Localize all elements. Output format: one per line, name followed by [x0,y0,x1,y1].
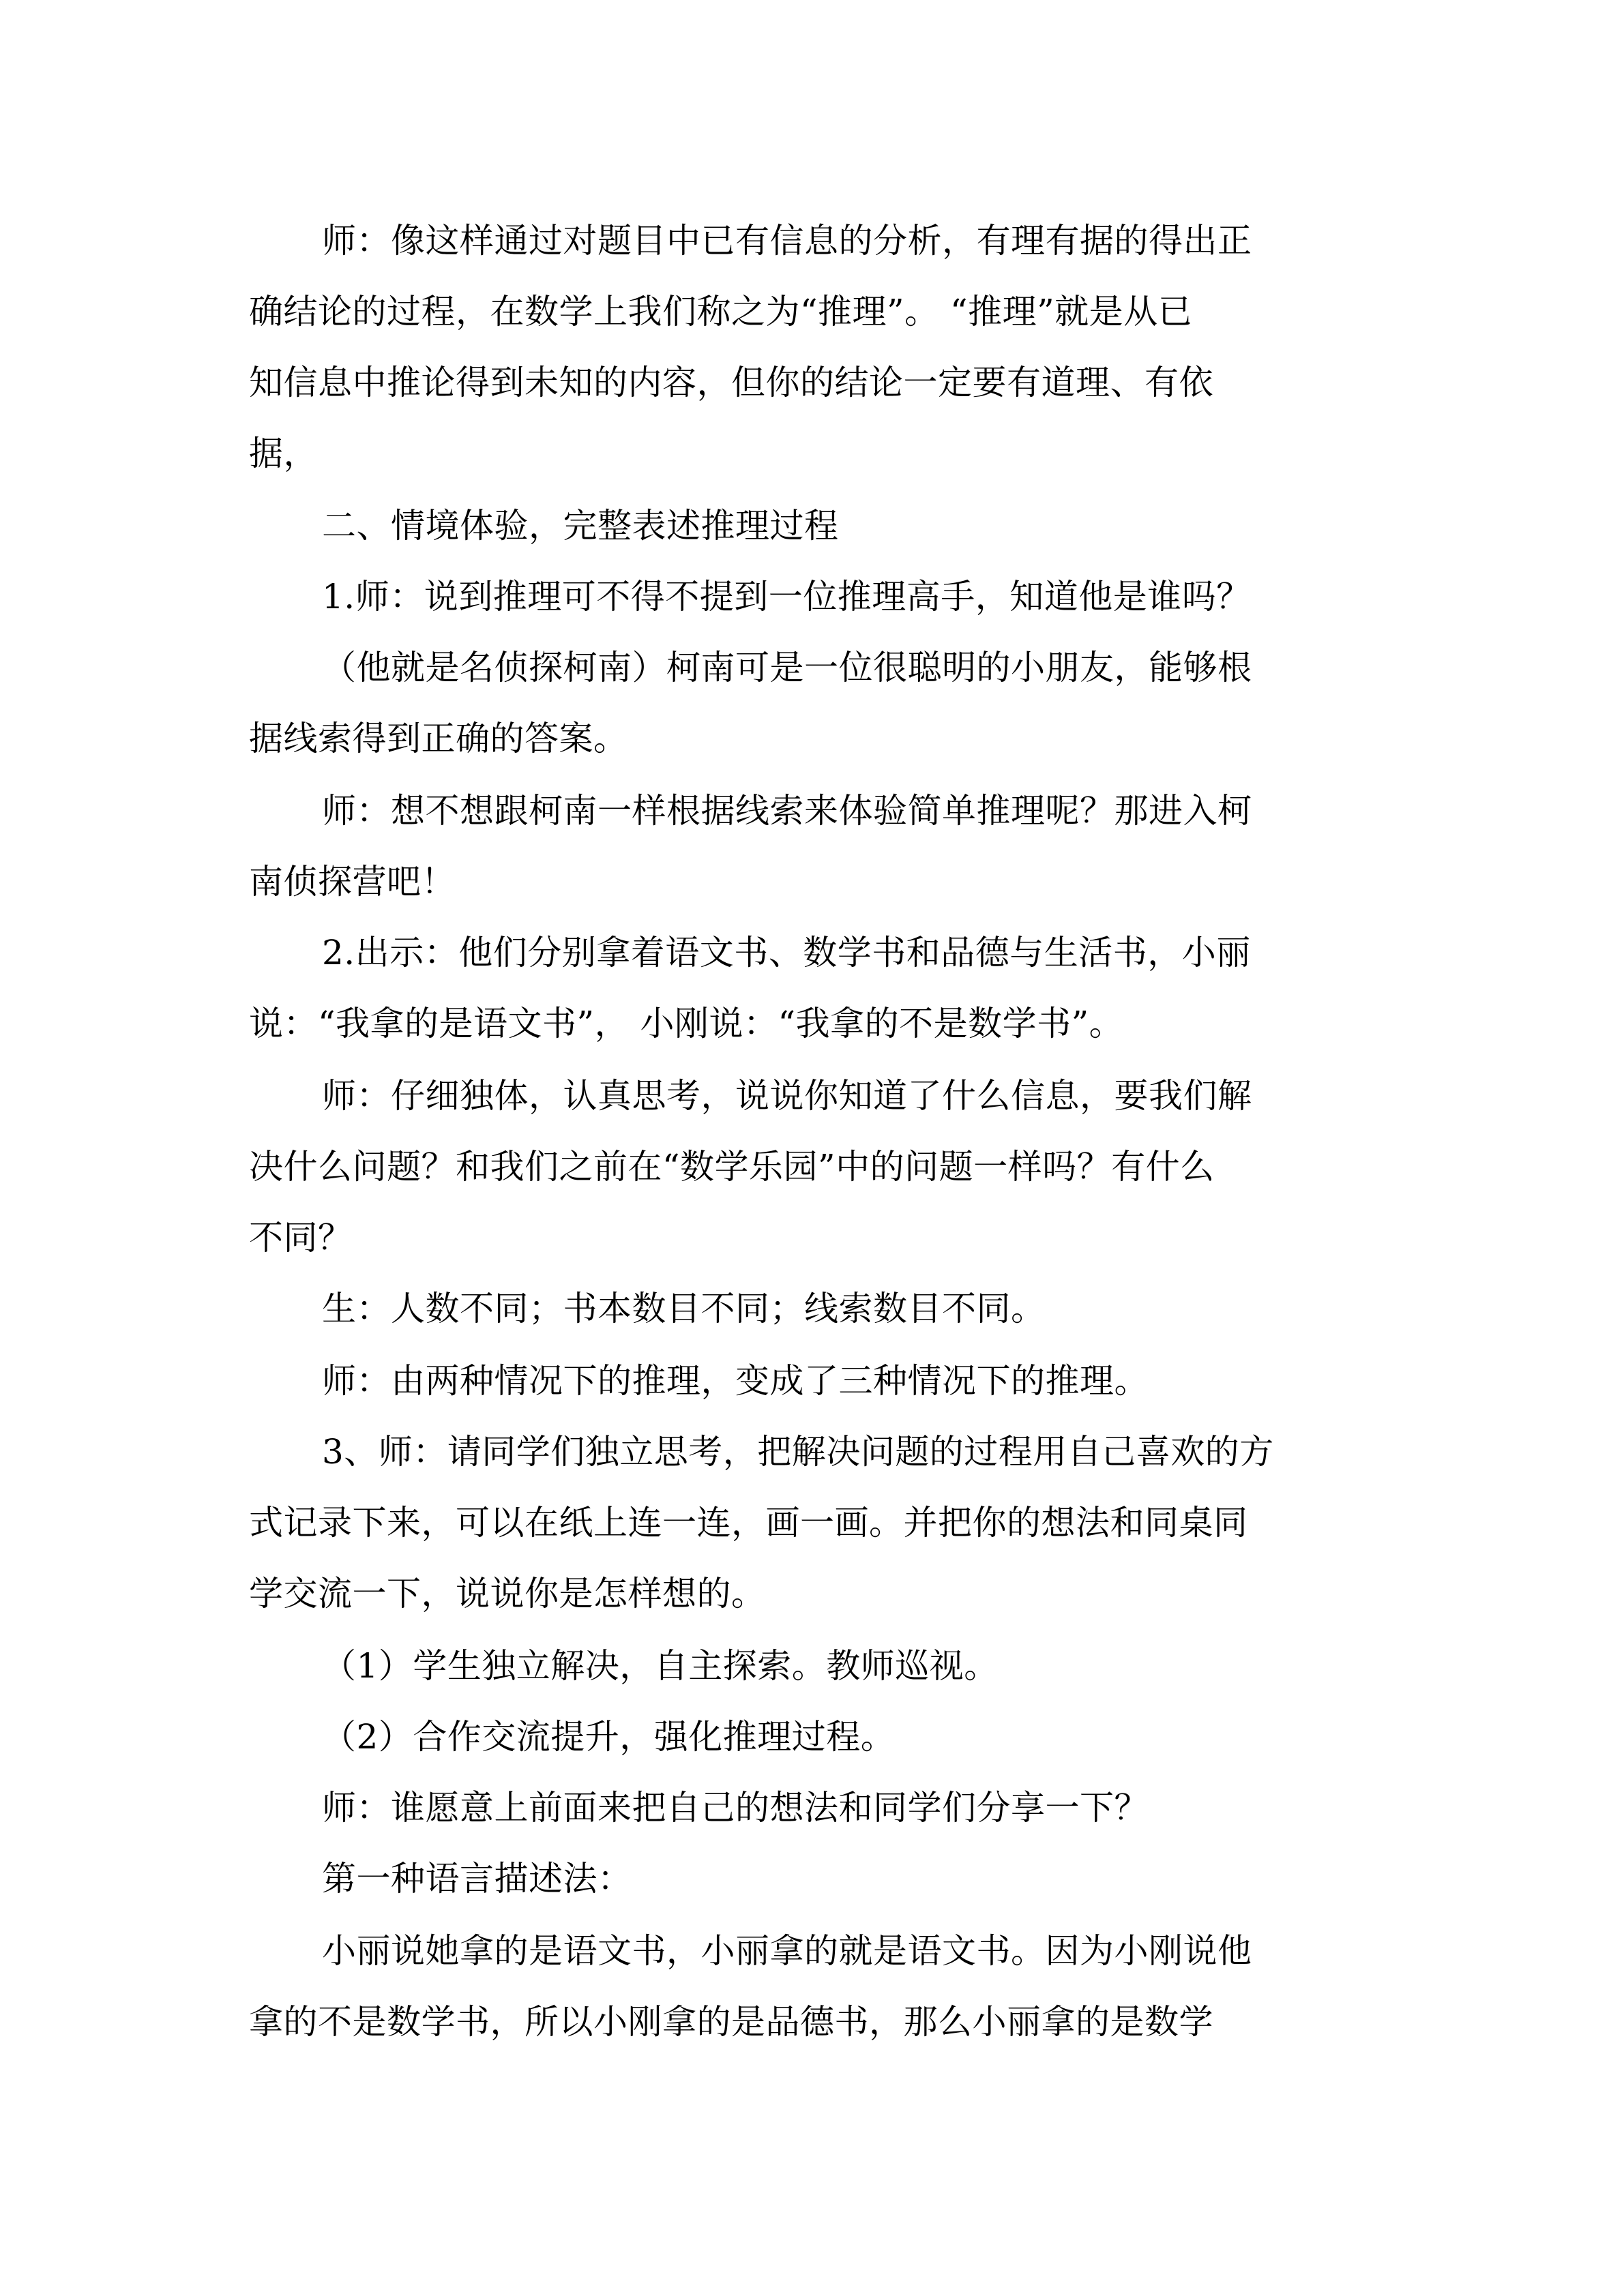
text-line: 拿的不是数学书，所以小刚拿的是品德书，那么小丽拿的是数学 [249,2002,1213,2042]
text-line: 第一种语言描述法： [322,1859,632,1898]
text-line: 据线索得到正确的答案。 [249,719,628,758]
text-line: 师：谁愿意上前面来把自己的想法和同学们分享一下？ [322,1788,1149,1828]
text-line: 南侦探营吧！ [249,862,456,901]
text-line: 据， [249,434,318,473]
section-heading: 二、情境体验，完整表述推理过程 [322,506,839,546]
text-line: 1.师：说到推理可不得不提到一位推理高手，知道他是谁吗？ [322,577,1251,616]
text-line: 学交流一下，说说你是怎样想的。 [249,1574,766,1613]
text-line: 决什么问题？和我们之前在“数学乐园”中的问题一样吗？有什么 [249,1147,1215,1187]
text-line: 不同？ [249,1218,353,1257]
text-line: 师：像这样通过对题目中已有信息的分析，有理有据的得出正 [322,221,1252,260]
text-line: 师：由两种情况下的推理，变成了三种情况下的推理。 [322,1361,1149,1401]
text-line: （2）合作交流提升，强化推理过程。 [322,1717,896,1757]
text-line: 说：“我拿的是语文书”， 小刚说：“我拿的不是数学书”。 [249,1004,1124,1043]
text-line: 师：想不想跟柯南一样根据线索来体验简单推理呢？那进入柯 [322,791,1252,831]
text-line: 2.出示：他们分别拿着语文书、数学书和品德与生活书，小丽 [322,933,1251,972]
text-line: 式记录下来，可以在纸上连一连，画一画。并把你的想法和同桌同 [249,1503,1248,1542]
text-line: 小丽说她拿的是语文书，小丽拿的就是语文书。因为小刚说他 [322,1931,1252,1971]
text-line: 确结论的过程，在数学上我们称之为“推理”。 “推理”就是从已 [249,292,1193,331]
text-line: 生：人数不同；书本数目不同；线索数目不同。 [322,1289,1046,1328]
text-line: 知信息中推论得到未知的内容，但你的结论一定要有道理、有依 [249,363,1213,402]
text-line: （1）学生独立解决，自主探索。教师巡视。 [322,1646,999,1686]
text-line: 师：仔细独体，认真思考，说说你知道了什么信息，要我们解 [322,1076,1252,1116]
text-line: （他就是名侦探柯南）柯南可是一位很聪明的小朋友，能够根 [322,648,1252,687]
text-line: 3、师：请同学们独立思考，把解决问题的过程用自己喜欢的方 [322,1432,1274,1472]
